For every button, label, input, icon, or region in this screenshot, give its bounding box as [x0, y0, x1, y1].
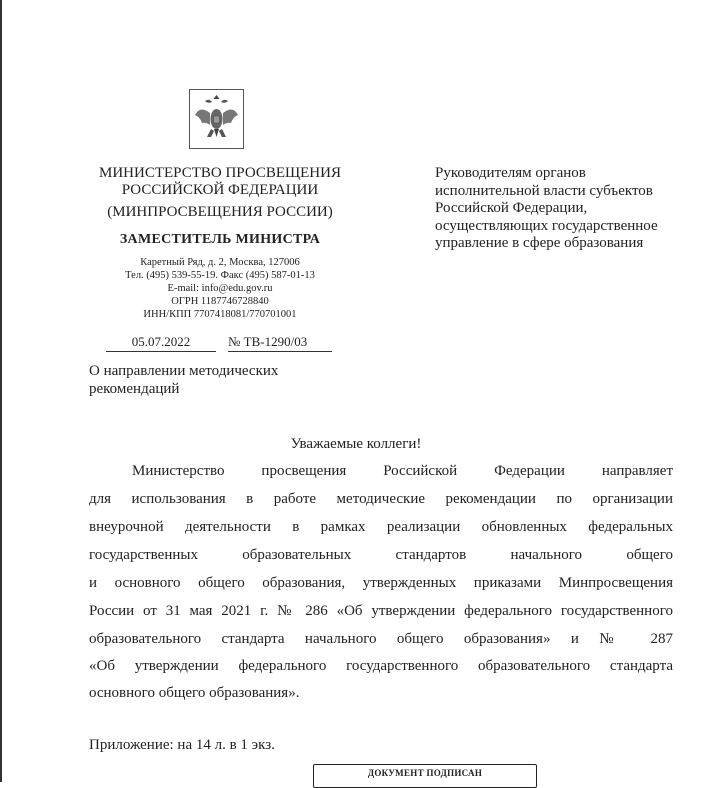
- body-text-line: образовательного стандарта начального общего образования» и № 287: [89, 631, 673, 647]
- page-left-border: [0, 0, 2, 782]
- body-text-line: России от 31 мая 2021 г. № 286 «Об утверждении федерального государственного: [89, 603, 673, 619]
- greeting: Уважаемые коллеги!: [290, 436, 422, 452]
- addressee-line: Российской Федерации,: [435, 200, 588, 216]
- ministry-name-line2: РОССИЙСКОЙ ФЕДЕРАЦИИ: [121, 182, 319, 198]
- addressee-line: осуществляющих государственное: [435, 217, 658, 234]
- document-date: 05.07.2022: [106, 334, 216, 352]
- contact-address: Каретный Ряд, д. 2, Москва, 127006: [140, 257, 300, 268]
- attachment-note: Приложение: на 14 л. в 1 экз.: [89, 737, 275, 753]
- contact-inn-kpp: ИНН/КПП 7707418081/770701001: [143, 309, 297, 320]
- body-text-line: Министерство просвещения Российской Федерации направляет: [132, 463, 673, 479]
- body-text-line: для использования в работе методические рекомендации по организации: [89, 491, 673, 507]
- body-text-line: и основного общего образования, утвержденных приказами Минпросвещения: [89, 575, 673, 591]
- subject-line: О направлении методических: [89, 363, 279, 379]
- contact-ogrn: ОГРН 1187746728840: [171, 296, 269, 307]
- body-text-line: внеурочной деятельности в рамках реализации обновленных федеральных: [89, 519, 673, 535]
- body-text-line: «Об утверждении федерального государственного образовательного стандарта: [89, 658, 673, 674]
- russian-coat-of-arms-icon: [189, 89, 244, 149]
- subject-line: рекомендаций: [89, 381, 180, 397]
- signature-stamp: ДОКУМЕНТ ПОДПИСАН: [313, 764, 537, 788]
- body-text-line: основного общего образования».: [89, 685, 300, 701]
- addressee-line: исполнительной власти субъектов: [435, 182, 653, 199]
- body-text-line: государственных образовательных стандартов начального общего: [89, 547, 673, 563]
- addressee-block: [435, 165, 695, 253]
- deputy-minister-title: ЗАМЕСТИТЕЛЬ МИНИСТРА: [119, 232, 321, 247]
- contact-phone-fax: Тел. (495) 539-55-19. Факс (495) 587-01-13: [125, 270, 315, 281]
- addressee-line: Руководителям органов: [435, 165, 586, 181]
- addressee-line: управление в сфере образования: [435, 235, 644, 251]
- contact-email: E-mail: info@edu.gov.ru: [167, 283, 273, 294]
- ministry-short-name: (МИНПРОСВЕЩЕНИЯ РОССИИ): [107, 204, 333, 220]
- ministry-name-line1: МИНИСТЕРСТВО ПРОСВЕЩЕНИЯ: [99, 165, 341, 181]
- document-subject: [89, 362, 349, 398]
- document-number: № ТВ-1290/03: [228, 334, 332, 352]
